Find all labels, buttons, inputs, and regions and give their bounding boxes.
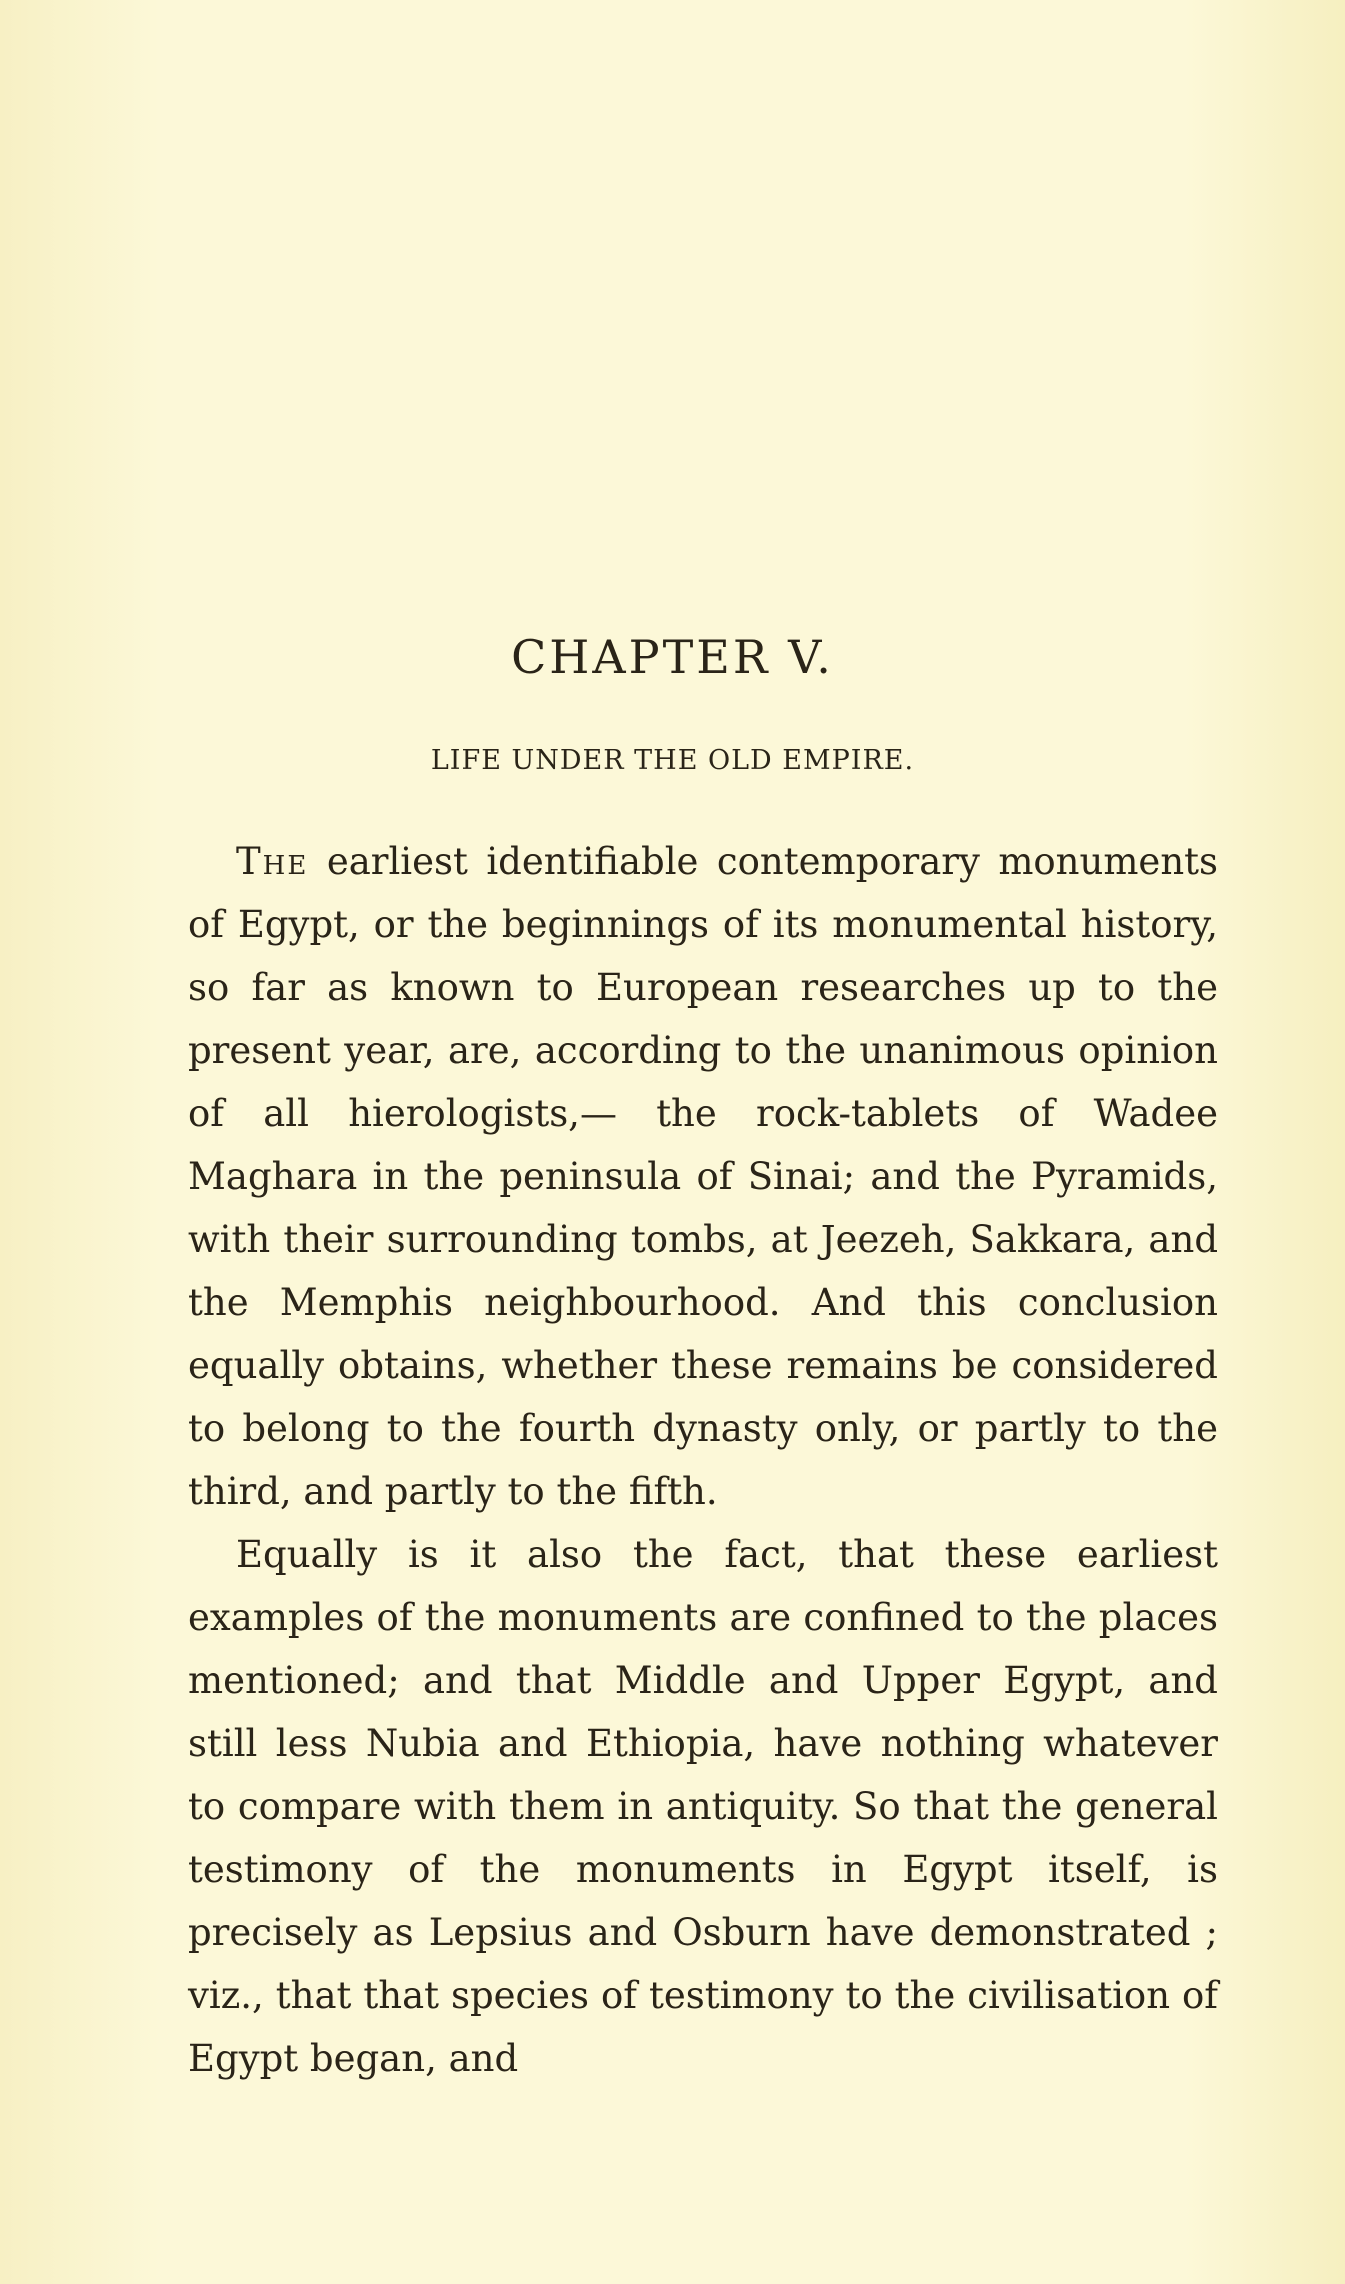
paragraph-1-lead: The xyxy=(236,840,309,883)
paragraph-1-text: earliest identifiable contemporary monuments of Egypt, or the beginnings of its monumental history, so far as known to European researches up to the present year, are, according to the unanimous opinion of all hierologists,— the rock-tablets of Wadee Maghara in the peninsula of Sinai; and the Pyramids, with their surrounding tombs, at Jeezeh, Sakkara, and the Memphis neighbourhood. And this conclusion equally obtains, whether these remains be considered to belong to the fourth dynasty only, or partly to the third, and partly to the fifth. xyxy=(188,840,1219,1513)
chapter-subtitle: LIFE UNDER THE OLD EMPIRE. xyxy=(430,745,915,776)
paragraph-2: Equally is it also the fact, that these earliest examples of the monuments are confined to the places mentioned; and that Middle and Upper Egypt, and still less Nubia and Ethiopia, have nothing whatever to compare with them in antiquity. So that the general testimony of the monuments in Egypt itself, is precisely as Lepsius and Osburn have demonstrated ; viz., that that species of testimony to the civilisation of Egypt began, and xyxy=(188,1533,1218,2080)
paragraph-1 xyxy=(188,830,1218,1523)
body-text xyxy=(188,830,1218,2090)
chapter-heading: CHAPTER V. xyxy=(511,630,834,684)
